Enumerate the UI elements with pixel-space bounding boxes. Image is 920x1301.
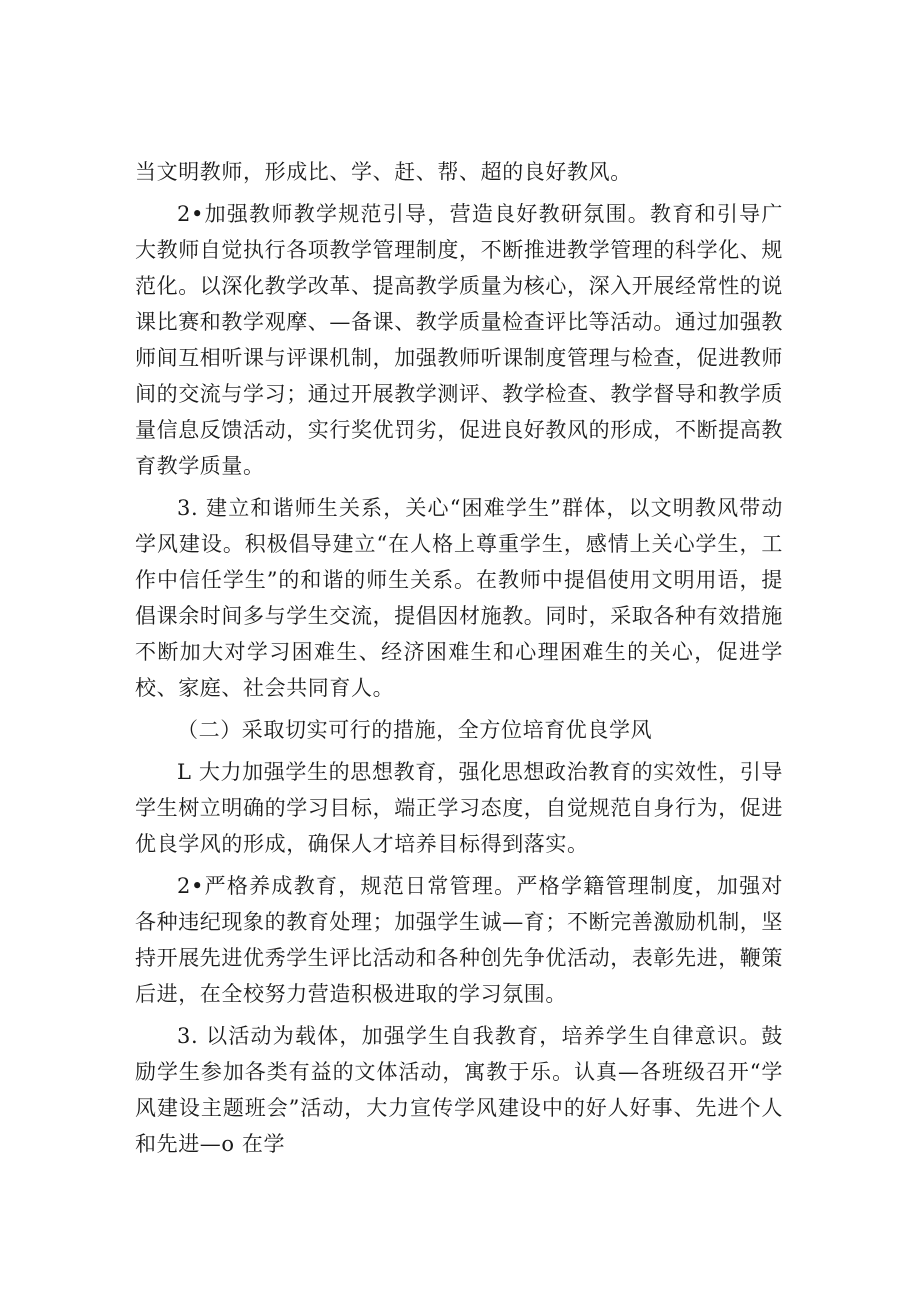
document-body [135, 154, 783, 1168]
paragraph-activities: 3. 以活动为载体，加强学生自我教育，培养学生自律意识。鼓励学生参加各类有益的文体活动，寓教于乐。认真—各班级召开“学风建设主题班会”活动，大力宣传学风建设中的好人好事、先进个人和先进—o 在学 [135, 1024, 783, 1156]
section-heading-study-style: （二）采取切实可行的措施，全方位培育优良学风 [177, 718, 653, 742]
paragraph-daily-management: 2•严格养成教育，规范日常管理。严格学籍管理制度，加强对各种违纪现象的教育处理；加强学生诚—育；不断完善激励机制，坚持开展先进优秀学生评比活动和各种创先争优活动，表彰先进，鞭策后进，在全校努力营造积极进取的学习氛围。 [135, 874, 783, 1006]
paragraph-teaching-norms: 2•加强教师教学规范引导，营造良好教研氛围。教育和引导广大教师自觉执行各项教学管理制度，不断推进教学管理的科学化、规范化。以深化教学改革、提高教学质量为核心，深入开展经常性的说课比赛和教学观摩、—备课、教学质量检查评比等活动。通过加强教师间互相听课与评课机制，加强教师听课制度管理与检查，促进教师间的交流与学习；通过开展教学测评、教学检查、教学督导和教学质量信息反馈活动，实行奖优罚劣，促进良好教风的形成，不断提高教育教学质量。 [135, 202, 783, 478]
paragraph-teacher-student-relations: 3. 建立和谐师生关系，关心“困难学生”群体，以文明教风带动学风建设。积极倡导建立“在人格上尊重学生，感情上关心学生，工作中信任学生”的和谐的师生关系。在教师中提倡使用文明用语，提倡课余时间多与学生交流，提倡因材施教。同时，采取各种有效措施不断加大对学习困难生、经济困难生和心理困难生的关心，促进学校、家庭、社会共同育人。 [135, 496, 783, 700]
paragraph-ideological-education: L 大力加强学生的思想教育，强化思想政治教育的实效性，引导学生树立明确的学习目标，端正学习态度，自觉规范自身行为，促进优良学风的形成，确保人才培养目标得到落实。 [135, 760, 783, 856]
paragraph-continuation: 当文明教师，形成比、学、赶、帮、超的良好教风。 [135, 160, 632, 184]
